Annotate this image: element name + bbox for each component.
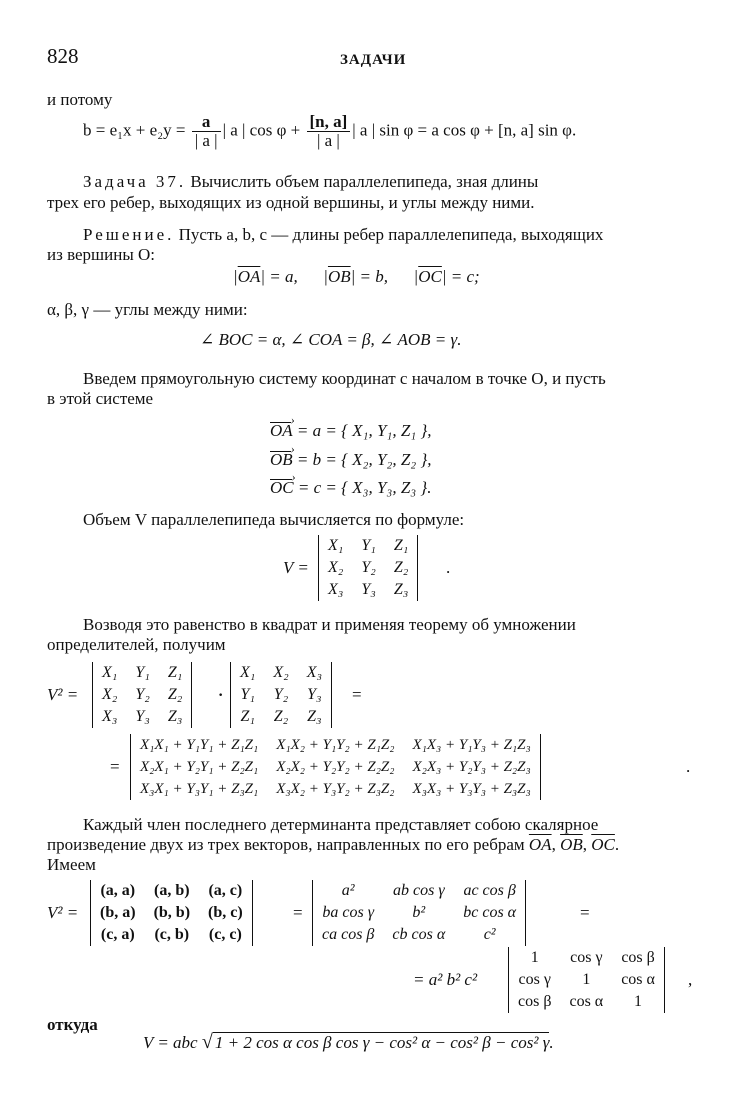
matrix-row [231, 662, 332, 684]
page-number: 828 [47, 44, 79, 68]
vector-ob: $\overline{OB}$ [327, 267, 351, 286]
vector-arrow: OC › [270, 478, 294, 498]
matrix-cell: 1 [582, 971, 591, 988]
matrix-cell: Y₃ [135, 708, 150, 725]
each-line-2: произведение двух из трех векторов, направленных по его ребрам $\overline{OA}$, $\overline{OB}$, $\overline{OC}$. [47, 835, 620, 854]
matrix-cell: X₃ [306, 664, 323, 681]
matrix-cell: (a, b) [154, 882, 190, 899]
matrix-row [319, 535, 418, 557]
volume-lhs: V = [283, 558, 309, 577]
matrix-cell: cos α [569, 993, 604, 1010]
running-title: ЗАДАЧИ [340, 52, 407, 68]
matrix-cell: Z₃ [393, 581, 409, 598]
matrix-cell: ba cos γ [322, 904, 375, 921]
task-text: Вычислить объем параллелепипеда, зная длины [186, 172, 539, 191]
each-text: произведение двух из трех векторов, направленных по его ребрам [47, 835, 529, 854]
determinant-left [92, 662, 192, 728]
vector-oc: $\overline{OC}$ [591, 835, 615, 854]
matrix-cell: X₂ [328, 559, 344, 576]
matrix-cell: (b, b) [153, 904, 191, 921]
matrix-cell: Y₃ [307, 686, 322, 703]
text-line: и потому [47, 90, 113, 109]
matrix-row [131, 734, 541, 756]
angles-intro: α, β, γ — углы между ними: [47, 300, 248, 319]
formula-part: | a | sin φ = a cos φ + [n, a] sin φ. [352, 120, 577, 140]
matrix-cell: b² [412, 904, 426, 921]
fraction [192, 113, 221, 150]
whence: откуда [47, 1015, 98, 1034]
square-line-1: Возводя это равенство в квадрат и применяя теорему об умножении [83, 615, 576, 634]
matrix-cell: (a, c) [208, 882, 243, 899]
matrix-cell: X₁X₂ + Y₁Y₂ + Z₁Z₂ [276, 737, 395, 753]
each-line-3: Имеем [47, 855, 96, 874]
matrix-cell: ac cos β [463, 882, 516, 899]
matrix-cell: Z₂ [393, 559, 409, 576]
matrix-cell: X₁X₁ + Y₁Y₁ + Z₁Z₁ [140, 737, 259, 753]
matrix-cell: Z₁ [393, 537, 409, 554]
matrix-cell: a² [341, 882, 355, 899]
period: . [446, 558, 451, 577]
matrix-cell: cos β [518, 993, 552, 1010]
formula-part: b = e₁x + e₂y = [83, 120, 190, 140]
matrix-cell: Y₁ [240, 686, 255, 703]
matrix-cell: X₁ [328, 537, 344, 554]
matrix-cell: ca cos β [322, 926, 375, 943]
matrix-row [313, 902, 526, 924]
matrix-cell: c² [483, 926, 496, 943]
matrix-row [93, 706, 192, 728]
matrix-cell: (a, a) [100, 882, 136, 899]
matrix-cell: bc cos α [463, 904, 517, 921]
matrix-cell: cos β [621, 949, 655, 966]
square-line-2: определителей, получим [47, 635, 226, 654]
matrix-row [319, 579, 418, 601]
matrix-cell: X₃ [102, 708, 118, 725]
vector-oa: $\overline{OA}$ [237, 267, 261, 286]
matrix-cell: Y₂ [135, 686, 150, 703]
formula-part: = a = { X₁, Y₁, Z₁ }, [292, 421, 432, 440]
vector-oa: $\overline{OA}$ [528, 835, 552, 854]
coord-line-2: в этой системе [47, 389, 154, 408]
matrix-cell: X₁ [102, 664, 118, 681]
task-label: Задача 37. [83, 172, 187, 191]
fraction-den: | a | [316, 131, 340, 150]
fraction-num: [n, a] [307, 113, 351, 132]
matrix-row [319, 557, 418, 579]
final-lhs: V = abc [143, 1033, 198, 1052]
matrix-row [93, 684, 192, 706]
formula-part: | = b, [350, 267, 389, 286]
matrix-row [313, 880, 526, 902]
vector-arrow: OA › [270, 421, 293, 441]
matrix-cell: 1 [634, 993, 643, 1010]
fraction-den: | a | [194, 131, 218, 150]
matrix-row [91, 880, 253, 902]
each-line-1: Каждый член последнего детерминанта представляет собою скалярное [83, 815, 599, 834]
matrix-cell: Z₂ [273, 708, 289, 725]
multiply-dot: · [217, 682, 225, 707]
formula-part: = c = { X₃, Y₃, Z₃ }. [293, 478, 432, 497]
matrix-cell: Z₃ [167, 708, 183, 725]
formula-part: = b = { X₂, Y₂, Z₂ }, [292, 450, 432, 469]
vector-oa-line [270, 421, 432, 441]
matrix-cell: X₂X₁ + Y₂Y₁ + Z₂Z₁ [140, 759, 259, 775]
equals-sign-4: = [580, 903, 590, 922]
final-formula [143, 1032, 554, 1053]
solution-line-1 [83, 225, 603, 245]
matrix-cell: (c, a) [100, 926, 135, 943]
matrix-cell: (c, b) [154, 926, 190, 943]
matrix-row [231, 706, 332, 728]
matrix-cell: Z₁ [167, 664, 183, 681]
period-final: . [549, 1033, 554, 1052]
angles-equation: ∠ BOC = α, ∠ COA = β, ∠ AOB = γ. [200, 330, 462, 349]
determinant-product [130, 734, 541, 800]
matrix-cell: Z₁ [240, 708, 255, 725]
solution-line-2: из вершины O: [47, 245, 155, 264]
equals-sign-3: = [293, 903, 303, 922]
solution-text: Пусть a, b, c — длины ребер параллелепипеда, выходящих [174, 225, 604, 244]
determinant-v [318, 535, 418, 601]
vector-oc: $\overline{OC}$ [418, 267, 442, 286]
matrix-cell: (c, c) [208, 926, 242, 943]
matrix-cell: X₁X₃ + Y₁Y₃ + Z₁Z₃ [412, 737, 531, 753]
task-line-2: трех его ребер, выходящих из одной вершины, и углы между ними. [47, 193, 535, 212]
matrix-cell: X₃X₃ + Y₃Y₃ + Z₃Z₃ [412, 781, 531, 797]
matrix-cell: Y₁ [361, 537, 376, 554]
matrix-cell: cos α [621, 971, 655, 988]
matrix-row [91, 924, 253, 946]
determinant-cos2 [508, 947, 665, 1013]
lengths-equation: $|\overline{OA}| = a$, $|\overline{OB}| = b$, $|\overline{OC}| = c$; [233, 267, 480, 286]
formula-part: | a | cos φ + [222, 120, 305, 140]
matrix-cell: ab cos γ [393, 882, 445, 899]
matrix-row [509, 947, 665, 969]
matrix-cell: X₃ [328, 581, 344, 598]
vector-arrow: OB › [270, 450, 293, 470]
final-radicand: 1 + 2 cos α cos β cos γ − cos² α − cos² β − cos² γ [214, 1033, 550, 1052]
v-squared-lhs: V² = [47, 685, 79, 704]
coord-line-1: Введем прямоугольную систему координат с началом в точке O, и пусть [83, 369, 606, 388]
abc-factor: = a² b² c² [413, 970, 478, 989]
matrix-cell: Z₂ [167, 686, 183, 703]
fraction-num: a [192, 113, 221, 132]
matrix-cell: cb cos α [392, 926, 446, 943]
matrix-cell: Y₁ [135, 664, 150, 681]
matrix-row [313, 924, 526, 946]
vector-oc-line [270, 478, 431, 498]
equals-sign: = [352, 685, 362, 704]
matrix-cell: Z₃ [307, 708, 322, 725]
matrix-cell: (b, c) [208, 904, 243, 921]
formula-b [83, 113, 576, 150]
matrix-row [509, 969, 665, 991]
comma: , [688, 970, 693, 989]
matrix-cell: X₂X₂ + Y₂Y₂ + Z₂Z₂ [276, 759, 395, 775]
formula-part: | = c; [441, 267, 480, 286]
matrix-cell: Y₃ [361, 581, 376, 598]
matrix-cell: cos γ [518, 971, 551, 988]
vector-ob: $\overline{OB}$ [560, 835, 583, 854]
matrix-cell: X₂ [273, 664, 289, 681]
matrix-row [131, 756, 541, 778]
determinant-cos1 [312, 880, 526, 946]
matrix-cell: cos γ [570, 949, 603, 966]
formula-part: | = a, [260, 267, 298, 286]
matrix-cell: X₃X₂ + Y₃Y₂ + Z₃Z₂ [276, 781, 395, 797]
volume-line: Объем V параллелепипеда вычисляется по формуле: [83, 510, 465, 529]
determinant-right [230, 662, 332, 728]
matrix-cell: Y₂ [273, 686, 289, 703]
task-line-1 [83, 172, 538, 192]
fraction [307, 113, 351, 150]
sqrt-sign: √ [201, 1031, 213, 1053]
determinant-scalar [90, 880, 253, 946]
v-squared-lhs-2: V² = [47, 903, 79, 922]
matrix-cell: Y₂ [361, 559, 376, 576]
matrix-row [131, 778, 541, 800]
matrix-cell: X₂ [102, 686, 118, 703]
matrix-row [231, 684, 332, 706]
solution-label: Решение. [83, 225, 175, 244]
matrix-row [93, 662, 192, 684]
equals-sign-2: = [110, 757, 120, 776]
matrix-cell: 1 [530, 949, 539, 966]
matrix-cell: X₂X₃ + Y₂Y₃ + Z₂Z₃ [412, 759, 531, 775]
matrix-cell: (b, a) [100, 904, 136, 921]
matrix-row [509, 991, 665, 1013]
matrix-cell: X₃X₁ + Y₃Y₁ + Z₃Z₁ [140, 781, 259, 797]
matrix-cell: X₁ [240, 664, 256, 681]
period-2: . [686, 757, 691, 776]
matrix-row [91, 902, 253, 924]
